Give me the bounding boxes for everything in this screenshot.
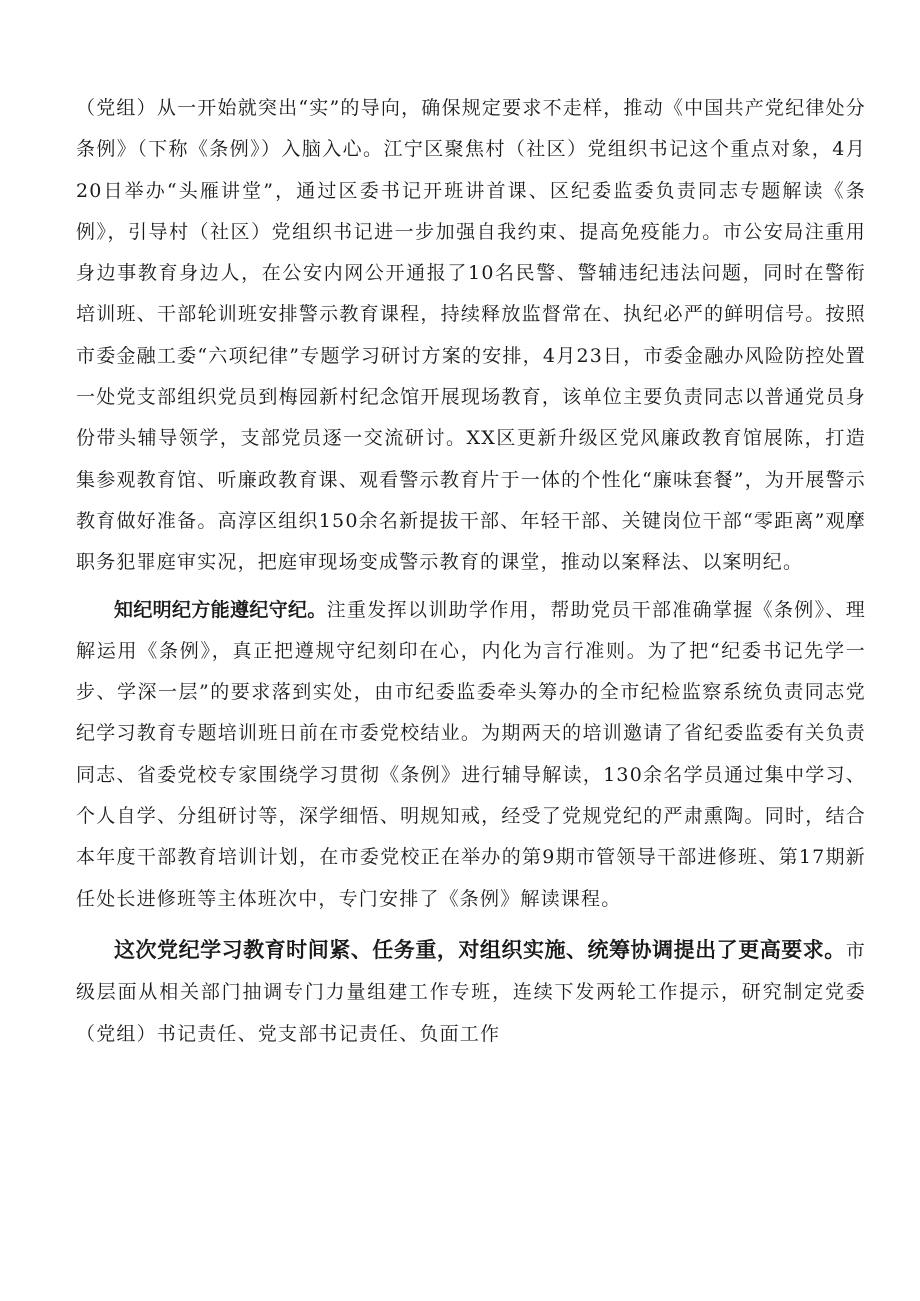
document-page [76,88,866,1055]
paragraph-body: 市级层面从相关部门抽调专门力量组建工作专班，连续下发两轮工作提示，研究制定党委（党组）书记责任、党支部书记责任、负面工作 [76,939,866,1045]
paragraph-organization-requirements [76,930,866,1055]
paragraph-lead-heading: 知纪明纪方能遵纪守纪。 [114,598,327,621]
paragraph-party-group-education [76,88,866,584]
paragraph-body: （党组）从一开始就突出“实”的导向，确保规定要求不走样，推动《中国共产党纪律处分条例》（下称《条例》）入脑入心。江宁区聚焦村（社区）党组织书记这个重点对象，4月20日举办“头雁讲堂”，通过区委书记开班讲首课、区纪委监委负责同志专题解读《条例》，引导村（社区）党组织书记进一步加强自我约束、提高免疫能力。市公安局注重用身边事教育身边人，在公安内网公开通报了10名民警、警辅违纪违法问题，同时在警衔培训班、干部轮训班安排警示教育课程，持续释放监督常在、执纪必严的鲜明信号。按照市委金融工委“六项纪律”专题学习研讨方案的安排，4月23日，市委金融办风险防控处置一处党支部组织党员到梅园新村纪念馆开展现场教育，该单位主要负责同志以普通党员身份带头辅导领学，支部党员逐一交流研讨。XX区更新升级区党风廉政教育馆展陈，打造集参观教育馆、听廉政教育课、观看警示教育片于一体的个性化“廉味套餐”，为开展警示教育做好准备。高淳区组织150余名新提拔干部、年轻干部、关键岗位干部“零距离”观摩职务犯罪庭审实况，把庭审现场变成警示教育的课堂，推动以案释法、以案明纪。 [76,97,866,574]
paragraph-body: 注重发挥以训助学作用，帮助党员干部准确掌握《条例》、理解运用《条例》，真正把遵规守纪刻印在心，内化为言行准则。为了把“纪委书记先学一步、学深一层”的要求落到实处，由市纪委监委牵头筹办的全市纪检监察系统负责同志党纪学习教育专题培训班日前在市委党校结业。为期两天的培训邀请了省纪委监委有关负责同志、省委党校专家围绕学习贯彻《条例》进行辅导解读，130余名学员通过集中学习、个人自学、分组研讨等，深学细悟、明规知戒，经受了党规党纪的严肃熏陶。同时，结合本年度干部教育培训计划，在市委党校正在举办的第9期市管领导干部进修班、第17期新任处长进修班等主体班次中，专门安排了《条例》解读课程。 [76,598,866,910]
paragraph-know-discipline [76,590,866,920]
paragraph-lead-heading: 这次党纪学习教育时间紧、任务重，对组织实施、统筹协调提出了更高要求。 [114,937,846,962]
